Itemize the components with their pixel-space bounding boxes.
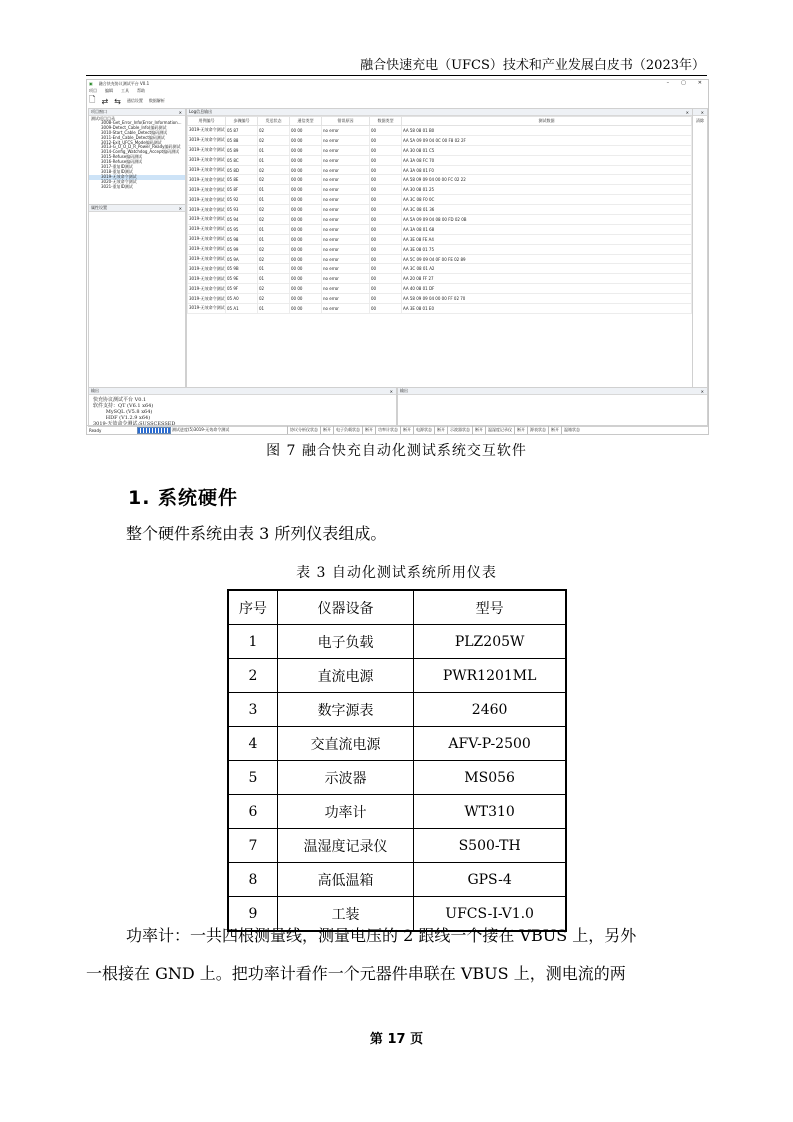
paragraph-line-2: 一根接在 GND 上。把功率计看作一个元器件串联在 VBUS 上，测电流的两 xyxy=(86,964,626,983)
log-cell: 3019-无效命令测试 xyxy=(188,274,226,284)
side-panel xyxy=(692,108,708,388)
status-cell: 电源状态 xyxy=(413,426,434,434)
log-cell: 00 xyxy=(370,175,402,185)
table-cell: PWR1201ML xyxy=(414,659,566,693)
table-cell: 7 xyxy=(228,829,277,863)
log-cell: no error xyxy=(322,185,370,195)
log-cell: 3019-无效命令测试 xyxy=(188,126,226,136)
table-cell: 2 xyxy=(228,659,277,693)
log-cell: 00 00 xyxy=(290,264,322,274)
status-cell: 断开 xyxy=(548,426,561,434)
log-cell: no error xyxy=(322,126,370,136)
tree-item[interactable]: 3013-G_O_O_D_R_Power_Ready编码测试 xyxy=(101,144,181,150)
log-cell: 00 xyxy=(370,165,402,175)
log-cell: no error xyxy=(322,215,370,225)
log-cell: 00 00 xyxy=(290,145,322,155)
log-cell: 02 xyxy=(258,175,290,185)
properties-panel-title: 属性设置 xyxy=(91,205,107,210)
log-cell: 3019-无效命令测试 xyxy=(188,304,226,314)
tree-item[interactable]: 3017-重复ID测试 xyxy=(101,164,133,170)
menu-bar xyxy=(87,88,145,94)
log-cell: 05 8F xyxy=(226,185,258,195)
tree-item[interactable]: 3012-Exit_UFCS_Mode编码测试 xyxy=(101,139,162,145)
log-cell: 05 98 xyxy=(226,234,258,244)
log-panel-title: Log信息输出 xyxy=(189,109,213,114)
table-cell: PLZ205W xyxy=(414,625,566,659)
log-row[interactable] xyxy=(188,284,692,294)
log-cell: 05 92 xyxy=(226,195,258,205)
output-line: 软件支持：QT (V6.1 x64) xyxy=(93,403,154,409)
table-row xyxy=(228,863,566,897)
log-cell: 00 00 xyxy=(290,155,322,165)
status-task: 测试进度(5)3019-无效命令测试 xyxy=(172,427,230,432)
log-cell: 02 xyxy=(258,244,290,254)
log-cell: no error xyxy=(322,224,370,234)
status-ready: Ready xyxy=(89,427,102,433)
log-cell: 00 00 xyxy=(290,185,322,195)
log-cell: 00 xyxy=(370,264,402,274)
page-number: 第 17 页 xyxy=(369,1032,424,1047)
log-cell: 3019-无效命令测试 xyxy=(188,264,226,274)
log-column-header: 通信类型 xyxy=(290,117,322,126)
maximize-icon[interactable]: ▢ xyxy=(681,80,686,86)
table-cell: 1 xyxy=(228,625,277,659)
log-row[interactable] xyxy=(188,274,692,284)
table-header: 型号 xyxy=(414,590,566,625)
log-cell: 00 xyxy=(370,274,402,284)
log-column-header: 数据类型 xyxy=(370,117,402,126)
log-cell: 02 xyxy=(258,205,290,215)
log-cell: AA 5A 09 09 04 0C 00 F8 02 2F xyxy=(402,135,692,145)
tree-item[interactable]: 3011-End_Cable_Detect编码测试 xyxy=(101,134,165,140)
table-cell: MS056 xyxy=(414,761,566,795)
table-cell: UFCS-I-V1.0 xyxy=(414,897,566,932)
log-cell: AA 3C 08 01 36 xyxy=(402,205,692,215)
log-cell: 3019-无效命令测试 xyxy=(188,294,226,304)
log-cell: 01 xyxy=(258,145,290,155)
log-cell: AA 5A 09 09 04 08 00 FD 02 0B xyxy=(402,215,692,225)
log-cell: AA 58 09 09 04 00 00 FC 02 22 xyxy=(402,175,692,185)
new-icon[interactable]: 🗋 xyxy=(89,95,96,104)
table-row xyxy=(228,659,566,693)
log-cell: no error xyxy=(322,254,370,264)
log-cell: 01 xyxy=(258,224,290,234)
log-cell: 3019-无效命令测试 xyxy=(188,135,226,145)
log-cell: 00 00 xyxy=(290,165,322,175)
output-line: 快充协议测试平台 V0.1 xyxy=(93,397,147,403)
table-cell: 5 xyxy=(228,761,277,795)
log-cell: AA 30 08 01 25 xyxy=(402,185,692,195)
table-row xyxy=(228,727,566,761)
log-cell: 05 8D xyxy=(226,165,258,175)
table-cell: 8 xyxy=(228,863,277,897)
log-cell: no error xyxy=(322,294,370,304)
log-cell: 02 xyxy=(258,254,290,264)
table-row xyxy=(228,693,566,727)
log-cell: no error xyxy=(322,244,370,254)
log-cell: 02 xyxy=(258,135,290,145)
log-cell: 05 93 xyxy=(226,205,258,215)
table-cell: 4 xyxy=(228,727,277,761)
log-row[interactable] xyxy=(188,205,692,215)
log-cell: 05 8C xyxy=(226,155,258,165)
log-cell: 05 9E xyxy=(226,274,258,284)
log-cell: 00 00 xyxy=(290,274,322,284)
output-line: HDF (V1.2.9 x64) xyxy=(93,415,151,421)
minimize-icon[interactable]: – xyxy=(666,80,670,86)
log-panel xyxy=(186,108,693,388)
table-cell: 示波器 xyxy=(277,761,413,795)
log-cell: AA 58 08 01 B0 xyxy=(402,126,692,136)
table-row xyxy=(228,829,566,863)
log-cell: no error xyxy=(322,205,370,215)
project-panel xyxy=(88,108,186,205)
table-cell: WT310 xyxy=(414,795,566,829)
log-row[interactable] xyxy=(188,195,692,205)
menu-tools[interactable]: 工具 xyxy=(121,88,129,93)
log-row[interactable] xyxy=(188,165,692,175)
log-row[interactable] xyxy=(188,215,692,225)
log-cell: AA 3A 08 01 F0 xyxy=(402,165,692,175)
log-cell: 05 8E xyxy=(226,175,258,185)
log-cell: 02 xyxy=(258,126,290,136)
table-row xyxy=(228,625,566,659)
table-cell: AFV-P-2500 xyxy=(414,727,566,761)
data-parse-button[interactable]: 数据解析 xyxy=(148,98,165,103)
log-cell: 02 xyxy=(258,294,290,304)
log-cell: AA 40 08 01 DF xyxy=(402,284,692,294)
status-cell: 协议分析仪状态 xyxy=(287,426,320,434)
log-row[interactable] xyxy=(188,224,692,234)
log-cell: AA 3E 08 01 75 xyxy=(402,244,692,254)
table-cell: 电子负载 xyxy=(277,625,413,659)
log-cell: AA 58 09 09 04 00 00 FF 02 70 xyxy=(402,294,692,304)
table-cell: 功率计 xyxy=(277,795,413,829)
status-cell: 温箱状态 xyxy=(561,426,582,434)
output-line: MySQL (V5.8 x64) xyxy=(93,409,153,415)
log-cell: 3019-无效命令测试 xyxy=(188,244,226,254)
log-cell: no error xyxy=(322,155,370,165)
tree-item[interactable]: 3016-Refuse编码测试 xyxy=(101,159,143,165)
log-cell: 00 xyxy=(370,224,402,234)
log-cell: no error xyxy=(322,145,370,155)
log-cell: 00 00 xyxy=(290,244,322,254)
status-cell: 示波器状态 xyxy=(447,426,472,434)
tree-item[interactable]: 3019-无效命令测试 xyxy=(89,175,185,180)
panel-close-icon[interactable]: ✕ xyxy=(685,109,689,115)
log-cell: 05 9B xyxy=(226,264,258,274)
paragraph-intro: 整个硬件系统由表 3 所列仪表组成。 xyxy=(126,524,387,543)
status-cell: 断开 xyxy=(400,426,413,434)
log-cell: 00 xyxy=(370,244,402,254)
log-cell: 00 00 xyxy=(290,254,322,264)
log-row[interactable] xyxy=(188,155,692,165)
log-cell: 3019-无效命令测试 xyxy=(188,165,226,175)
log-cell: 01 xyxy=(258,234,290,244)
log-cell: 00 xyxy=(370,195,402,205)
log-row[interactable] xyxy=(188,304,692,314)
comm-settings-button[interactable]: 通信设置 xyxy=(126,98,143,103)
log-row[interactable] xyxy=(188,244,692,254)
status-cell: 源表状态 xyxy=(527,426,548,434)
log-cell: 00 xyxy=(370,254,402,264)
log-cell: 3019-无效命令测试 xyxy=(188,284,226,294)
table-cell: S500-TH xyxy=(414,829,566,863)
project-panel-title: 项目窗口 xyxy=(91,109,107,114)
log-cell: 05 9A xyxy=(226,254,258,264)
log-cell: no error xyxy=(322,284,370,294)
tree-item[interactable]: 3008-Get_Error_Info(Error_Information... xyxy=(101,120,182,125)
log-cell: no error xyxy=(322,274,370,284)
tree-item[interactable]: 3015-Refuse编码测试 xyxy=(101,154,143,160)
table-cell: 工装 xyxy=(277,897,413,932)
table-cell: 温湿度记录仪 xyxy=(277,829,413,863)
status-cell: 断开 xyxy=(320,426,333,434)
section-title: 1. 系统硬件 xyxy=(128,487,239,509)
app-icon: ▣ xyxy=(89,81,93,86)
log-cell: 3019-无效命令测试 xyxy=(188,145,226,155)
log-cell: 00 xyxy=(370,234,402,244)
table-cell: 9 xyxy=(228,897,277,932)
log-cell: AA 3E 08 01 E0 xyxy=(402,304,692,314)
log-cell: AA 3C 08 01 A2 xyxy=(402,264,692,274)
log-cell: AA 3E 08 FE A4 xyxy=(402,234,692,244)
menu-help[interactable]: 帮助 xyxy=(137,88,145,93)
log-cell: no error xyxy=(322,175,370,185)
log-row[interactable] xyxy=(188,145,692,155)
log-cell: 05 A1 xyxy=(226,304,258,314)
output-panel-title: 输出 xyxy=(91,388,99,393)
log-cell: 00 00 xyxy=(290,294,322,304)
status-cell: 断开 xyxy=(514,426,527,434)
panel-close-icon[interactable]: ✕ xyxy=(700,388,704,394)
log-cell: AA 3C 08 F0 0C xyxy=(402,195,692,205)
log-cell: 3019-无效命令测试 xyxy=(188,224,226,234)
table-cell: GPS-4 xyxy=(414,863,566,897)
panel-close-icon[interactable]: ✕ xyxy=(178,205,182,211)
log-row[interactable] xyxy=(188,126,692,136)
clear-button[interactable]: 清除 xyxy=(696,118,704,123)
log-cell: 00 00 xyxy=(290,304,322,314)
log-cell: 00 00 xyxy=(290,234,322,244)
log-cell: 05 89 xyxy=(226,145,258,155)
log-cell: 01 xyxy=(258,274,290,284)
running-header: 融合快速充电（UFCS）技术和产业发展白皮书（2023年） xyxy=(360,58,705,73)
table-cell: 高低温箱 xyxy=(277,863,413,897)
panel-close-icon[interactable]: ✕ xyxy=(700,109,704,115)
figure-caption: 图 7 融合快充自动化测试系统交互软件 xyxy=(266,443,527,459)
log-cell: 05 9F xyxy=(226,284,258,294)
table-row xyxy=(228,795,566,829)
log-cell: 05 94 xyxy=(226,215,258,225)
log-cell: 00 xyxy=(370,205,402,215)
log-column-header: 错误原因 xyxy=(322,117,370,126)
panel-close-icon[interactable]: ✕ xyxy=(389,388,393,394)
log-cell: AA 20 08 FF 27 xyxy=(402,274,692,284)
log-cell: 01 xyxy=(258,155,290,165)
log-row[interactable] xyxy=(188,264,692,274)
menu-project[interactable]: 项目 xyxy=(89,88,97,93)
table-cell: 交直流电源 xyxy=(277,727,413,761)
log-cell: 01 xyxy=(258,304,290,314)
software-screenshot xyxy=(86,79,709,435)
log-cell: no error xyxy=(322,195,370,205)
table-cell: 数字源表 xyxy=(277,693,413,727)
log-cell: 3019-无效命令测试 xyxy=(188,155,226,165)
log-cell: 02 xyxy=(258,165,290,175)
log-row[interactable] xyxy=(188,185,692,195)
table-cell: 3 xyxy=(228,693,277,727)
table-caption: 表 3 自动化测试系统所用仪表 xyxy=(296,565,497,581)
log-column-header: 测试数据 xyxy=(402,117,692,126)
progress-bar xyxy=(137,427,171,434)
log-cell: AA 3A 08 FC 70 xyxy=(402,155,692,165)
log-column-header: 用例编号 xyxy=(188,117,226,126)
status-bar xyxy=(87,425,708,434)
device-status-cells xyxy=(287,426,708,434)
log-cell: 00 00 xyxy=(290,175,322,185)
tree-item[interactable]: 3014-Config_Watchdog_Accept编码测试 xyxy=(101,149,180,155)
log-row[interactable] xyxy=(188,254,692,264)
status-cell: 断开 xyxy=(472,426,485,434)
tree-item[interactable]: 3021-重复ID测试 xyxy=(101,183,133,189)
log-cell: 05 A0 xyxy=(226,294,258,304)
close-icon[interactable]: ✕ xyxy=(697,80,702,86)
status-cell: 断开 xyxy=(434,426,447,434)
header-rule xyxy=(86,75,707,76)
log-row[interactable] xyxy=(188,234,692,244)
log-cell: no error xyxy=(322,165,370,175)
log-cell: AA 5C 09 09 04 0F 00 FE 02 89 xyxy=(402,254,692,264)
log-cell: 00 00 xyxy=(290,126,322,136)
tree-item[interactable]: 3020-无效命令测试 xyxy=(101,178,137,184)
log-cell: 00 00 xyxy=(290,224,322,234)
parse-icon[interactable]: ⇆ xyxy=(114,96,121,106)
log-cell: 00 xyxy=(370,126,402,136)
status-cell: 功率计状态 xyxy=(375,426,400,434)
log-cell: 00 00 xyxy=(290,135,322,145)
status-cell: 电子负载状态 xyxy=(333,426,362,434)
table-cell: 直流电源 xyxy=(277,659,413,693)
log-cell: 00 xyxy=(370,304,402,314)
log-cell: 3019-无效命令测试 xyxy=(188,175,226,185)
tree-item[interactable]: 3010-Start_Cable_Detect编码测试 xyxy=(101,129,168,135)
log-cell: 01 xyxy=(258,264,290,274)
log-cell: 3019-无效命令测试 xyxy=(188,195,226,205)
log-column-header: 发送状态 xyxy=(258,117,290,126)
status-cell: 断开 xyxy=(362,426,375,434)
log-row[interactable] xyxy=(188,294,692,304)
message-panel-title: 输出 xyxy=(400,388,408,393)
output-text xyxy=(89,395,396,429)
log-table xyxy=(187,116,692,314)
log-cell: 00 00 xyxy=(290,215,322,225)
log-cell: 00 xyxy=(370,135,402,145)
table-header: 序号 xyxy=(228,590,277,625)
log-cell: 05 95 xyxy=(226,224,258,234)
project-tree xyxy=(89,121,185,189)
log-cell: 05 99 xyxy=(226,244,258,254)
log-cell: AA 30 08 01 C5 xyxy=(402,145,692,155)
log-cell: AA 3A 08 01 68 xyxy=(402,224,692,234)
message-panel xyxy=(397,387,708,427)
log-cell: 3019-无效命令测试 xyxy=(188,254,226,264)
log-cell: 02 xyxy=(258,215,290,225)
connect-icon[interactable]: ⇄ xyxy=(101,96,109,106)
toolbar xyxy=(89,95,165,107)
status-cell: 温湿度记录仪 xyxy=(485,426,514,434)
log-cell: 00 xyxy=(370,284,402,294)
tree-root[interactable]: 测试项目目录 xyxy=(91,116,115,121)
log-cell: 00 00 xyxy=(290,195,322,205)
log-cell: 00 xyxy=(370,185,402,195)
log-cell: 00 xyxy=(370,145,402,155)
log-cell: no error xyxy=(322,264,370,274)
paragraph-line-1: 功率计：一共四根测量线，测量电压的 2 跟线一个接在 VBUS 上，另外 xyxy=(126,926,637,945)
log-cell: 00 00 xyxy=(290,284,322,294)
instrument-table xyxy=(227,589,567,932)
log-cell: no error xyxy=(322,304,370,314)
menu-edit[interactable]: 编辑 xyxy=(105,88,113,93)
log-row[interactable] xyxy=(188,175,692,185)
window-titlebar xyxy=(87,80,708,87)
table-cell: 2460 xyxy=(414,693,566,727)
log-cell: 00 xyxy=(370,215,402,225)
log-cell: 3019-无效命令测试 xyxy=(188,185,226,195)
tree-item[interactable]: 3018-重复ID测试 xyxy=(101,168,133,174)
output-panel xyxy=(88,387,397,427)
table-cell: 6 xyxy=(228,795,277,829)
output-line: 3019-无效命令测试:SUSSCESSED xyxy=(93,421,176,427)
window-title: 融合快充协议测试平台 V0.1 xyxy=(98,80,150,86)
table-row xyxy=(228,761,566,795)
log-cell: no error xyxy=(322,135,370,145)
log-cell: 02 xyxy=(258,284,290,294)
log-cell: 3019-无效命令测试 xyxy=(188,234,226,244)
log-cell: 00 xyxy=(370,155,402,165)
log-cell: 00 xyxy=(370,294,402,304)
log-cell: 3019-无效命令测试 xyxy=(188,215,226,225)
log-cell: 05 88 xyxy=(226,135,258,145)
properties-panel xyxy=(88,204,186,388)
log-cell: 01 xyxy=(258,185,290,195)
panel-close-icon[interactable]: ✕ xyxy=(178,109,182,115)
log-column-header: 步骤编号 xyxy=(226,117,258,126)
log-cell: 01 xyxy=(258,195,290,205)
tree-item[interactable]: 3009-Detect_Cable_Info(编码测试 xyxy=(101,124,167,130)
log-cell: 3019-无效命令测试 xyxy=(188,205,226,215)
log-cell: 00 00 xyxy=(290,205,322,215)
log-cell: no error xyxy=(322,234,370,244)
log-cell: 05 87 xyxy=(226,126,258,136)
log-row[interactable] xyxy=(188,135,692,145)
table-header: 仪器设备 xyxy=(277,590,413,625)
